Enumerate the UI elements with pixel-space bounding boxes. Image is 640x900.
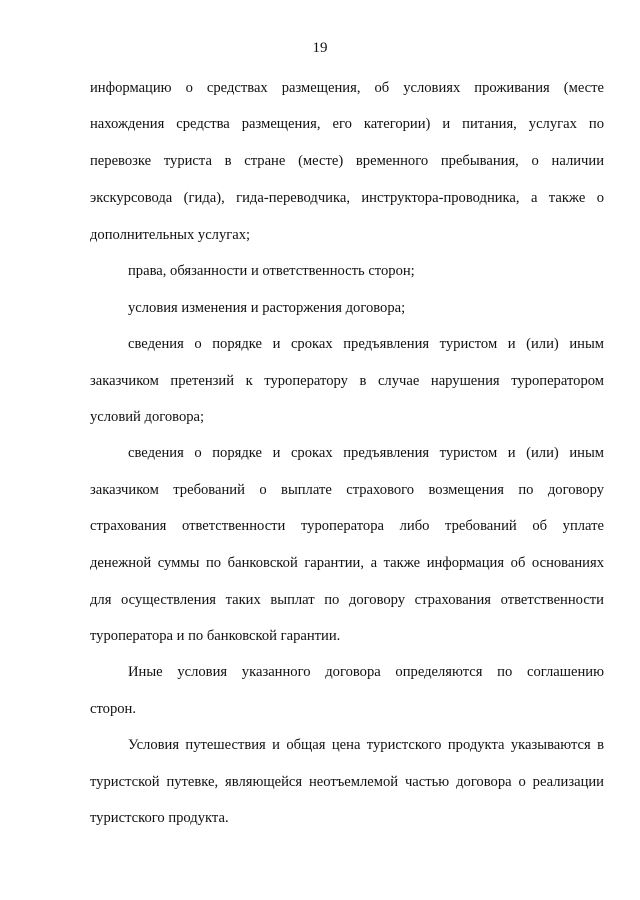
text-line: нахождения средства размещения, его категории) и питания, услугах по [90, 116, 604, 132]
text-line: сведения о порядке и сроках предъявления туристом и (или) иным [128, 336, 604, 352]
text-line: туристской путевке, являющейся неотъемлемой частью договора о реализации [90, 774, 604, 790]
text-line: сведения о порядке и сроках предъявления туристом и (или) иным [128, 445, 604, 461]
text-line: страхования ответственности туроператора либо требований об уплате [90, 518, 604, 534]
text-line: экскурсовода (гида), гида-переводчика, инструктора-проводника, а также о [90, 190, 604, 206]
text-line: сторон. [90, 701, 137, 717]
text-line: заказчиком претензий к туроператору в случае нарушения туроператором [90, 373, 604, 389]
page-number: 19 [312, 40, 328, 56]
text-line: права, обязанности и ответственность сторон; [128, 263, 415, 279]
text-line: условий договора; [90, 409, 205, 425]
text-line: денежной суммы по банковской гарантии, а также информация об основаниях [90, 555, 604, 571]
text-line: туроператора и по банковской гарантии. [90, 628, 341, 644]
text-line: туристского продукта. [90, 810, 229, 826]
text-line: Условия путешествия и общая цена туристского продукта указываются в [128, 737, 604, 753]
text-line: заказчиком требований о выплате страхового возмещения по договору [90, 482, 604, 498]
text-line: перевозке туриста в стране (месте) временного пребывания, о наличии [90, 153, 604, 169]
text-line: дополнительных услугах; [90, 227, 251, 243]
text-line: Иные условия указанного договора определяются по соглашению [128, 664, 604, 680]
text-line: для осуществления таких выплат по договору страхования ответственности [90, 592, 604, 608]
text-line: условия изменения и расторжения договора; [128, 300, 406, 316]
text-line: информацию о средствах размещения, об условиях проживания (месте [90, 80, 604, 96]
